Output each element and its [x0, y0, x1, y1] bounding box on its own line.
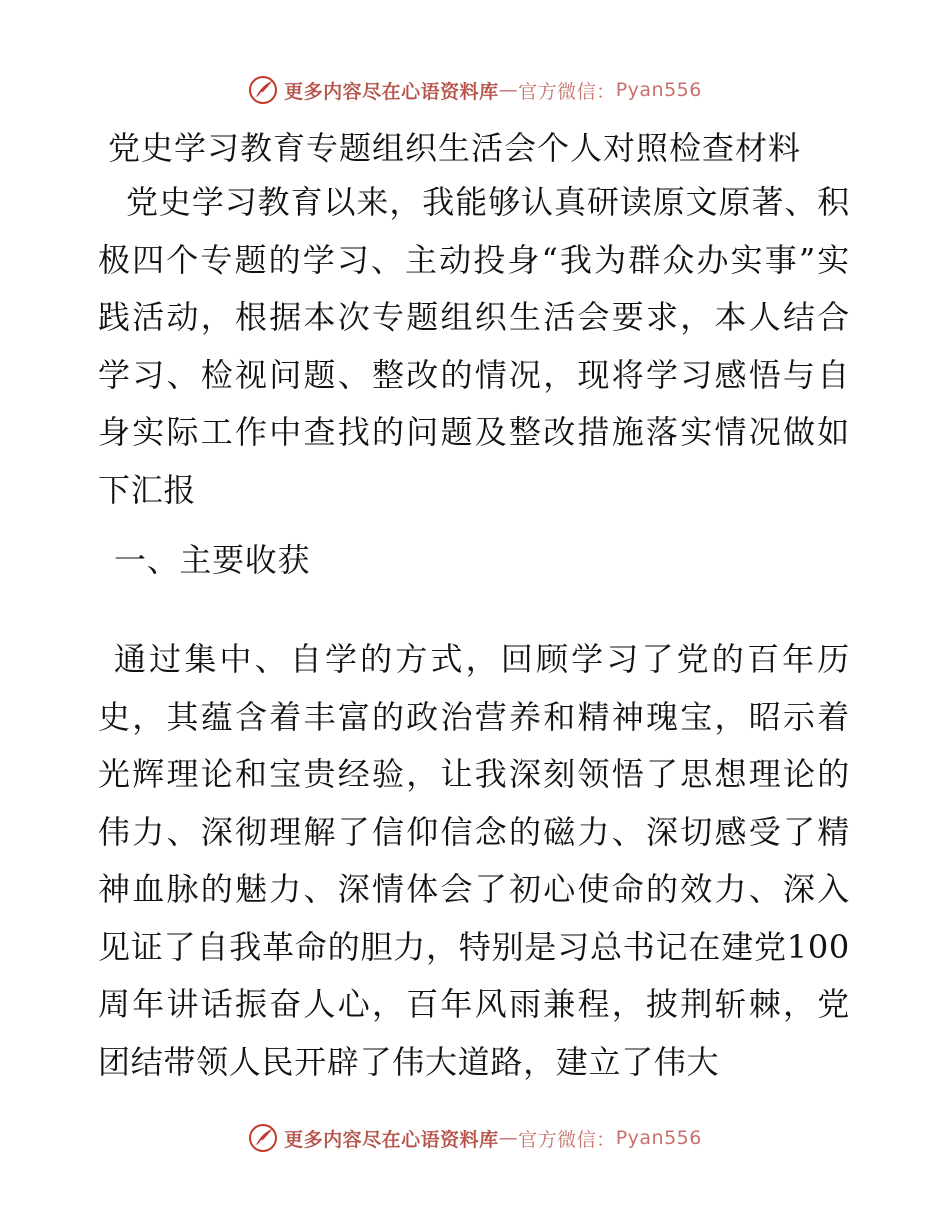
footer-watermark: [0, 1118, 950, 1158]
intro-paragraph: 党史学习教育以来，我能够认真研读原文原著、积极四个专题的学习、主动投身“我为群众办实事”实践活动，根据本次专题组织生活会要求，本人结合学习、检视问题、整改的情况，现将学习感悟与自身实际工作中查找的问题及整改措施落实情况做如下汇报: [98, 183, 850, 509]
quill-logo-icon: [248, 1123, 278, 1153]
watermark-separator: —: [498, 1127, 519, 1149]
header-watermark: [0, 70, 950, 110]
watermark-id-text: Pyan556: [615, 79, 702, 101]
watermark-main-text: 更多内容尽在心语资料库: [284, 1128, 499, 1151]
watermark-main-text: 更多内容尽在心语资料库: [284, 80, 499, 103]
watermark-sub-text: 官方微信：: [518, 80, 616, 103]
watermark-id-text: Pyan556: [615, 1127, 702, 1149]
document-title: 党史学习教育专题组织生活会个人对照检查材料: [108, 129, 802, 167]
section-heading: 一、主要收获: [114, 541, 311, 579]
watermark-separator: —: [498, 79, 519, 101]
watermark-sub-text: 官方微信：: [518, 1128, 616, 1151]
body-paragraph: 通过集中、自学的方式，回顾学习了党的百年历史，其蕴含着丰富的政治营养和精神瑰宝，昭示着光辉理论和宝贵经验，让我深刻领悟了思想理论的伟力、深彻理解了信仰信念的磁力、深切感受了精神血脉的魅力、深情体会了初心使命的效力、深入见证了自我革命的胆力，特别是习总书记在建党100周年讲话振奋人心，百年风雨兼程，披荆斩棘，党团结带领人民开辟了伟大道路，建立了伟大: [98, 640, 850, 1081]
quill-logo-icon: [248, 75, 278, 105]
